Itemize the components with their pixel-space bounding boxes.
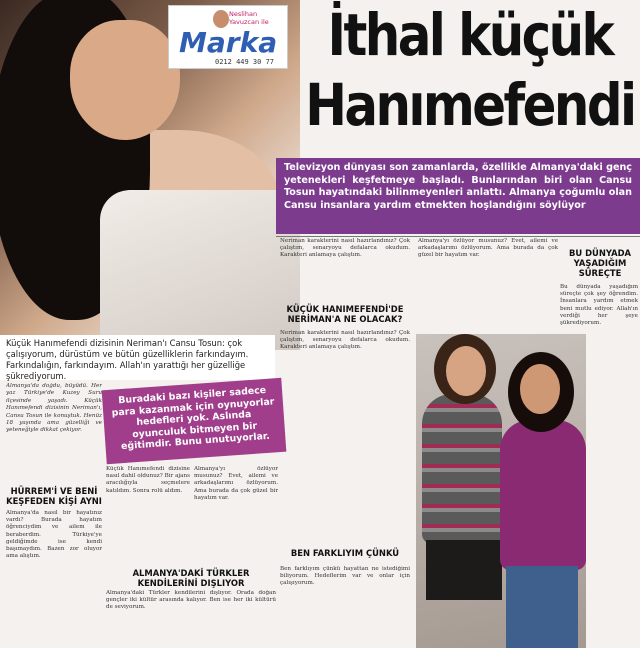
column-3c: Ben farklıyım çünkü hayattan ne istediğimi biliyorum. Hedeflerim var ve onlar için çalışıyorum. — [280, 566, 410, 587]
column-1: Almanya'da nasıl bir hayatınız vardı? Burada hayatım öğrenciydim ve ailem ile beraberdim. Türkiye'ye geldiğimde ise kendi başımaydım. Bazen zor oluyor ama alıştım. — [6, 510, 102, 560]
photo2-right-face — [520, 364, 560, 414]
logo-phone: 0212 449 30 77 — [215, 58, 275, 66]
photo2-right-top — [500, 420, 586, 570]
subhead-2: ALMANYA'DAKİ TÜRKLER KENDİLERİNİ DIŞLIYOR — [132, 568, 250, 588]
photo-caption: Küçük Hanımefendi dizisinin Neriman'ı Cansu Tosun: çok çalışıyorum, dürüstüm ve bütün güzelliklerin farkındayım. Farkındalığın, farkındayım. Allah'ın yarattığı her güzelliğe şükrediyorum. — [0, 335, 275, 380]
logo-brand: Marka — [179, 26, 278, 59]
column-3b: Neriman karakterini nasıl hazırlandınız? Çok çalıştım, senaryoyu defalarca okudum. Karakteri anlamaya çalıştım. — [280, 330, 410, 351]
subhead-5: BU DÜNYADA YAŞADIĞIM SÜREÇTE — [568, 248, 632, 278]
photo2-right-jeans — [506, 566, 578, 648]
column-5: Bu dünyada yaşadığım süreçte çok şey öğrendim. İnsanlara yardım etmek beni mutlu ediyor. Allah'ın verdiği her şeye şükrediyorum. — [560, 284, 638, 327]
column-2a: Küçük Hanımefendi dizisine nasıl dahil oldunuz? Bir ajans aracılığıyla seçmelere katıldım. Sonra rolü aldım. — [106, 466, 190, 494]
column-2b: Almanya'yı özlüyor musunuz? Evet, ailemi ve arkadaşlarımı özlüyorum. Ama burada da çok güzel bir hayatım var. — [194, 466, 278, 501]
second-photo — [416, 334, 586, 648]
column-2c: Almanya'daki Türkler kendilerini dışlıyor. Orada doğan gençler iki kültür arasında kalıyor. Ben ise her iki kültürü de seviyorum. — [106, 590, 276, 611]
photo2-left-skirt — [426, 540, 502, 600]
marka-logo — [168, 5, 288, 69]
photo-face — [70, 20, 180, 140]
subhead-1: HÜRREM'İ VE BENİ KEŞFEDEN KİŞİ AYNI — [6, 486, 102, 506]
divider — [276, 236, 640, 237]
pull-quote: Buradaki bazı kişiler sadece para kazanmak için oynuyorlar hedefleri yok. Aslında oyunculuk bitmeyen bir eğitimdir. Bunu unutuyorlar. — [102, 378, 287, 464]
headline — [300, 0, 640, 156]
headline-line1: İthal küçük — [327, 1, 613, 69]
subhead-4: BEN FARKLIYIM ÇÜNKÜ — [290, 548, 400, 558]
lead-banner: Televizyon dünyası son zamanlarda, özellikle Almanya'daki genç yetenekleri keşfetmeye başladı. Bunlarından biri olan Cansu Tosun hayatındaki bilinmeyenleri anlattı. Almanya çoğumlu olan Cansu insanlara yardım etmekten hoşlandığını söylüyor — [276, 158, 640, 234]
photo2-left-sweater — [422, 394, 502, 544]
photo-dress — [100, 190, 300, 350]
column-4a: Almanya'yı özlüyor musunuz? Evet, ailemi ve arkadaşlarımı özlüyorum. Ama burada da çok güzel bir hayatım var. — [418, 238, 558, 259]
photo2-left-face — [446, 346, 486, 396]
logo-name: Neslihan Yavuzcan ile — [229, 10, 269, 26]
headline-line2: Hanımefendi — [305, 71, 635, 139]
column-3a: Neriman karakterini nasıl hazırlandınız? Çok çalıştım, senaryoyu defalarca okudum. Karakteri anlamaya çalıştım. — [280, 238, 410, 259]
subhead-3: KÜÇÜK HANIMEFENDİ'DE NERİMAN'A NE OLACAK? — [286, 304, 404, 324]
intro-text: Almanya'da doğdu, büyüdü. Her yaz Türkiye'de Kuzey Suru ilçesinde yaşadı. Küçük Hanımefendi dizisinin Neriman'ı, Cansu Tosun ile konuştuk. Henüz 18 yaşında ama güzelliği ve yeteneğiyle dikkat çekiyor. — [6, 383, 102, 434]
